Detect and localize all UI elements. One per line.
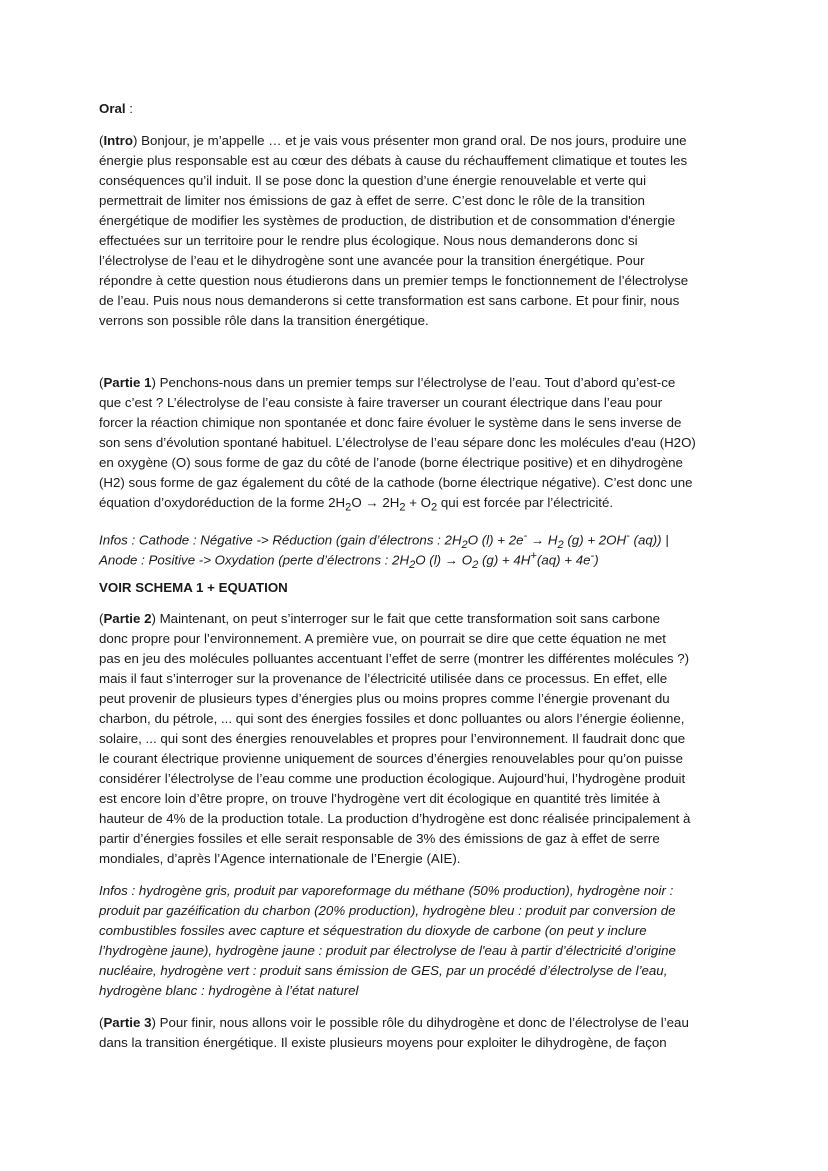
infos2-line: combustibles fossiles avec capture et séquestration du dioxyde de carbone (on peut y inclure	[99, 923, 647, 938]
intro-line: conséquences qu’il induit. Il se pose donc la question d’une énergie renouvelable et verte qui	[99, 173, 647, 188]
part3-line: dans la transition énergétique. Il existe plusieurs moyens pour exploiter le dihydrogène, de façon	[99, 1035, 667, 1050]
intro-line: répondre à cette question nous étudierons dans un premier temps le fonctionnement de l’électrolyse	[99, 273, 689, 288]
part3-tag: Partie 3	[103, 1015, 152, 1030]
intro-line: l’électrolyse de l’eau et le dihydrogène sont une avancée pour la transition énergétique. Pour	[99, 253, 645, 268]
title-suffix: :	[125, 101, 133, 116]
part2-line: mondiales, d’après l’Agence internationale de l’Energie (AIE).	[99, 851, 461, 866]
infos2-paragraph	[99, 881, 739, 1001]
infos1-cathode-line: Infos : Cathode : Négative -> Réduction (gain d’électrons : $2H_2O$ $(l) + 2e^- \to H_2$ (g) + 2OH- (aq)) |	[99, 530, 669, 552]
intro-tag: Intro	[103, 133, 133, 148]
part2-paragraph: (Partie 2) Maintenant, on peut s’interroger sur le fait que cette transformation soit sans carbone donc propre pour l’environnement. A première vue, on pourrait se dire que cette équation ne met pas en jeu des molécules polluantes accentuant l’effet de serre (montrer les différentes molécules ?) mais il faut s’interroger sur la provenance de l’électricité utilisée dans ce processus. En effet, elle peut provenir de plusieurs types d’énergies plus ou moins propres comme l’énergie provenant du charbon, du pétrole, ... qui sont des énergies fossiles et donc polluantes ou alors l’énergie éolienne, solaire, ... qui sont des énergies renouvelables et propres pour l’environnement. Il faudrait donc que le courant électrique provienne uniquement de sources d’énergies renouvelables pour qu’on puisse considérer l’électrolyse de l’eau comme une production écologique. Aujourd’hui, l’hydrogène produit est encore loin d’être propre, on trouve l’hydrogène vert dit écologique en quantité très limitée à hauteur de 4% de la production totale. La production d’hydrogène est donc réalisée principalement à partir d’énergies fossiles et elle serait responsable de 3% des émissions de gaz à effet de serre mondiales, d’après l’Agence internationale de l’Energie (AIE).	[99, 609, 739, 869]
intro-line: énergétique de modifier les systèmes de production, de distribution et de consommation d'énergie	[99, 213, 676, 228]
intro-paragraph: (Intro) Bonjour, je m’appelle … et je vais vous présenter mon grand oral. De nos jours, produire une énergie plus responsable est au cœur des débats à cause du réchauffement climatique et toutes les conséquences qu’il induit. Il se pose donc la question d’une énergie renouvelable et verte qui permettrait de limiter nos émissions de gaz à effet de serre. C’est donc le rôle de la transition énergétique de modifier les systèmes de production, de distribution et de consommation d'énergie effectuées sur un territoire pour le rendre plus écologique. Nous nous demanderons donc si l’électrolyse de l’eau et le dihydrogène sont une avancée pour la transition énergétique. Pour répondre à cette question nous étudierons dans un premier temps le fonctionnement de l’électrolyse de l’eau. Puis nous nous demanderons si cette transformation est sans carbone. Et pour finir, nous verrons son possible rôle dans la transition énergétique.	[99, 131, 739, 331]
part2-line: pas en jeu des molécules polluantes accentuant l’effet de serre (montrer les différentes molécules ?)	[99, 651, 690, 666]
part2-line: mais il faut s’interroger sur la provenance de l’électricité utilisée dans ce processus. En effet, elle	[99, 671, 668, 686]
infos2-line: nucléaire, hydrogène vert : produit sans émission de GES, par un procédé d’électrolyse de l’eau,	[99, 963, 668, 978]
part1-line: en oxygène (O) sous forme de gaz du côté de l’anode (borne électrique positive) et en dihydrogène	[99, 455, 683, 470]
part2-line: est encore loin d’être propre, on trouve l’hydrogène vert dit écologique en quantité très limitée à	[99, 791, 661, 806]
part2-tag: Partie 2	[103, 611, 152, 626]
part2-line: ) Maintenant, on peut s’interroger sur le fait que cette transformation soit sans carbone	[151, 611, 660, 626]
part1-line: que c’est ? L’électrolyse de l’eau consiste à faire traverser un courant électrique dans l’eau pour	[99, 395, 663, 410]
part2-line: partir d’énergies fossiles et elle serait responsable de 3% des émissions de gaz à effet de serre	[99, 831, 660, 846]
intro-line: effectuées sur un territoire pour le rendre plus écologique. Nous nous demanderons donc si	[99, 233, 638, 248]
intro-line: verrons son possible rôle dans la transition énergétique.	[99, 313, 429, 328]
infos2-line: hydrogène blanc : hydrogène à l’état naturel	[99, 983, 359, 998]
part1-paragraph: (Partie 1) Penchons-nous dans un premier temps sur l’électrolyse de l’eau. Tout d’abord qu’est-ce que c’est ? L’électrolyse de l’eau consiste à faire traverser un courant électrique dans l’eau pour forcer la réaction chimique non spontanée et donc faire évoluer le système dans le sens inverse de son sens d’évolution spontané habituel. L’électrolyse de l’eau sépare donc les molécules d'eau (H2O) en oxygène (O) sous forme de gaz du côté de l’anode (borne électrique positive) et en dihydrogène (H2) sous forme de gaz également du côté de la cathode (borne électrique négative). C’est donc une équation d’oxydoréduction de la forme $2H_2O \to 2H_2 + O_2$ qui est forcée par l’électricité.	[99, 373, 739, 513]
part3-paragraph: (Partie 3) Pour finir, nous allons voir le possible rôle du dihydrogène et donc de l’électrolyse de l’eau dans la transition énergétique. Il existe plusieurs moyens pour exploiter le dihydrogène, de façon	[99, 1013, 739, 1053]
voir-schema-heading: VOIR SCHEMA 1 + EQUATION	[99, 580, 288, 595]
part1-line: forcer la réaction chimique non spontanée et donc faire évoluer le système dans le sens inverse de	[99, 415, 682, 430]
part2-line: considérer l’électrolyse de l’eau comme une production écologique. Aujourd’hui, l’hydrogène produit	[99, 771, 686, 786]
part1-line: (H2) sous forme de gaz également du côté de la cathode (borne électrique négative). C’est donc une	[99, 475, 693, 490]
intro-line: énergie plus responsable est au cœur des débats à cause du réchauffement climatique et toutes les	[99, 153, 688, 168]
infos1-paragraph	[99, 526, 739, 572]
infos2-line: produit par gazéification du charbon (20% production), hydrogène bleu : produit par conversion de	[99, 903, 676, 918]
intro-line: ) Bonjour, je m’appelle … et je vais vous présenter mon grand oral. De nos jours, produire une	[132, 133, 687, 148]
intro-line: permettrait de limiter nos émissions de gaz à effet de serre. C’est donc le rôle de la transition	[99, 193, 645, 208]
infos2-line: Infos : hydrogène gris, produit par vaporeformage du méthane (50% production), hydrogène noir :	[99, 883, 674, 898]
part1-line: ) Penchons-nous dans un premier temps sur l’électrolyse de l’eau. Tout d’abord qu’est-ce	[151, 375, 676, 390]
part2-line: solaire, ... qui sont des énergies renouvelables et propres pour l’environnement. Il faudrait donc que	[99, 731, 686, 746]
intro-line: de l’eau. Puis nous nous demanderons si cette transformation est sans carbone. Et pour finir, nous	[99, 293, 680, 308]
part3-line: ) Pour finir, nous allons voir le possible rôle du dihydrogène et donc de l’électrolyse de l’eau	[151, 1015, 689, 1030]
section-title	[99, 99, 739, 119]
part2-line: donc propre pour l’environnement. A première vue, on pourrait se dire que cette équation ne met	[99, 631, 666, 646]
part1-equation-line: équation d’oxydoréduction de la forme $2H_2O \to 2H_2 + O_2$ qui est forcée par l’électricité.	[99, 495, 614, 514]
infos1-anode-line: Anode : Positive -> Oxydation (perte d’électrons : $2H_2O$ $(l) \to O_2$ (g) + 4H+(aq) + 4e-)	[99, 550, 599, 572]
part2-line: peut provenir de plusieurs types d’énergies plus ou moins propres comme l’énergie provenant du	[99, 691, 670, 706]
part1-line: son sens d’évolution spontané habituel. L’électrolyse de l’eau sépare donc les molécules d'eau (H2O)	[99, 435, 696, 450]
part2-line: le courant électrique provienne uniquement de sources d’énergies renouvelables pour qu’on puisse	[99, 751, 683, 766]
part1-tag: Partie 1	[103, 375, 152, 390]
title-label: Oral	[99, 101, 126, 116]
part2-line: hauteur de 4% de la production totale. La production d’hydrogène est donc réalisée principalement à	[99, 811, 691, 826]
infos2-line: l’hydrogène jaune), hydrogène jaune : produit par électrolyse de l'eau à partir d’électricité d’origine	[99, 943, 676, 958]
part2-line: charbon, du pétrole, ... qui sont des énergies fossiles et donc polluantes ou alors l’énergie éolienne,	[99, 711, 685, 726]
